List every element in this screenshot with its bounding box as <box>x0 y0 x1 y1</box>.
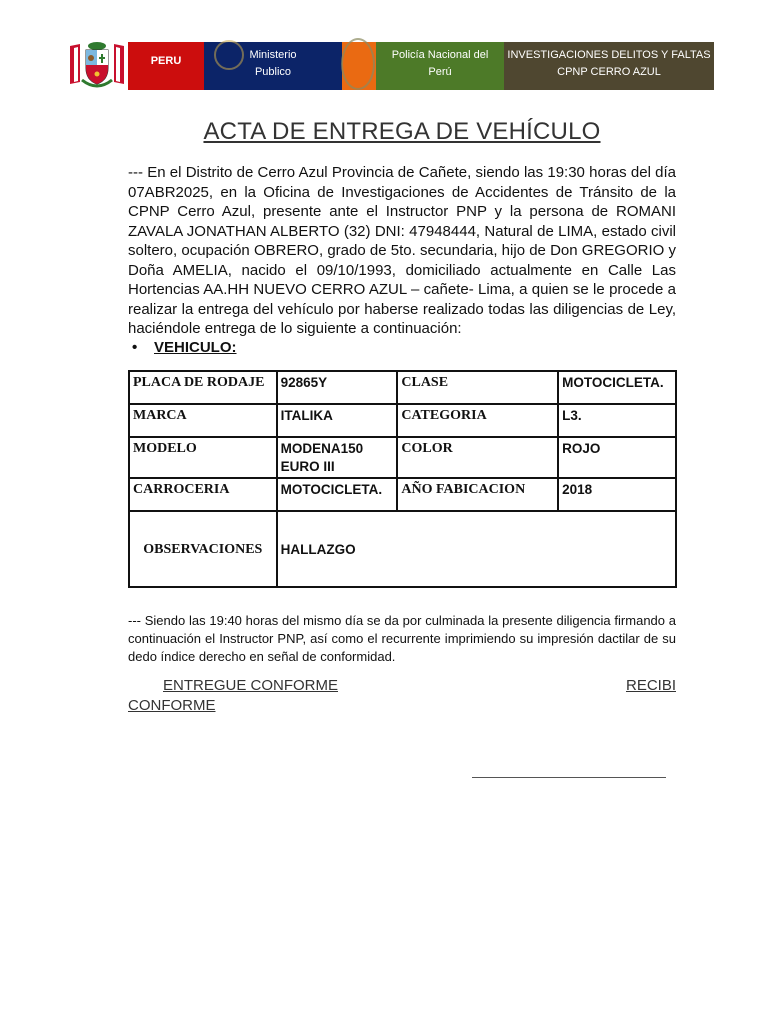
observaciones-value: HALLAZGO <box>277 511 398 587</box>
vehicle-bullet <box>132 339 237 356</box>
anio-label: AÑO FABICACION <box>397 478 558 511</box>
document-title: ACTA DE ENTREGA DE VEHÍCULO <box>203 118 601 145</box>
header-banner <box>66 38 714 92</box>
carroceria-value: MOTOCICLETA. <box>277 478 398 511</box>
observaciones-blank <box>397 511 676 587</box>
vehicle-bullet-label: VEHICULO: <box>154 339 237 356</box>
anio-value: 2018 <box>558 478 676 511</box>
investigaciones-segment <box>504 42 714 90</box>
policia-label-line2: Perú <box>428 66 452 78</box>
pnp-emblem-icon <box>341 38 375 90</box>
categoria-label: CATEGORIA <box>397 404 558 437</box>
ministerio-label-line2: Publico <box>254 66 292 78</box>
bullet-icon: • <box>132 339 138 356</box>
intro-paragraph: --- En el Distrito de Cerro Azul Provincia de Cañete, siendo las 19:30 horas del día 07ABR2025, en la Oficina de Investigaciones de Accidentes de Tránsito de la CPNP Cerro Azul, presente ante el Instructor PNP y la persona de ROMANI ZAVALA JONATHAN ALBERTO (32) DNI: 47948444, Natural de LIMA, estado civil soltero, ocupación OBRERO, grado de 5to. secundaria, hijo de Don GREGORIO y Doña AMELIA, nacido el 09/10/1993, domiciliado actualmente en Calle Las Hortencias AA.HH NUEVO CERRO AZUL – cañete- Lima, a quien se le procede a realizar la entrega del vehículo por haberse realizado todas las diligencias de Ley, haciéndole entrega de lo siguiente a continuación: <box>128 164 676 337</box>
vehicle-table <box>128 370 677 588</box>
ministerio-label-line1: Ministerio <box>249 49 297 61</box>
policia-segment <box>376 42 504 90</box>
peru-label: PERU <box>150 55 182 67</box>
peru-segment <box>128 42 204 90</box>
placa-label: PLACA DE RODAJE <box>129 371 277 404</box>
peru-coat-of-arms-icon <box>66 38 128 92</box>
table-row <box>129 478 676 511</box>
sign-conforme-label: CONFORME <box>128 697 216 714</box>
investigaciones-label-line2: CPNP CERRO AZUL <box>557 66 661 78</box>
table-row <box>129 404 676 437</box>
clase-label: CLASE <box>397 371 558 404</box>
marca-label: MARCA <box>129 404 277 437</box>
signature-line <box>472 777 666 778</box>
table-row <box>129 511 676 587</box>
color-value: ROJO <box>558 437 676 478</box>
investigaciones-label-line1: INVESTIGACIONES DELITOS Y FALTAS <box>507 49 711 61</box>
modelo-label: MODELO <box>129 437 277 478</box>
carroceria-label: CARROCERIA <box>129 478 277 511</box>
policia-label-line1: Policía Nacional del <box>391 49 489 61</box>
clase-value: MOTOCICLETA. <box>558 371 676 404</box>
ministerio-emblem-icon <box>214 40 244 70</box>
placa-value: 92865Y <box>277 371 398 404</box>
categoria-value: L3. <box>558 404 676 437</box>
closing-paragraph: --- Siendo las 19:40 horas del mismo día se da por culminada la presente diligencia firmando a continuación el Instructor PNP, así como el recurrente imprimiendo su impresión dactilar de su dedo índice derecho en señal de conformidad. <box>128 613 676 664</box>
table-row <box>129 437 676 478</box>
marca-value: ITALIKA <box>277 404 398 437</box>
table-row <box>129 371 676 404</box>
sign-recibi-label: RECIBI <box>625 677 676 694</box>
sign-entregue-label: ENTREGUE CONFORME <box>163 677 339 694</box>
color-label: COLOR <box>397 437 558 478</box>
observaciones-label: OBSERVACIONES <box>129 511 277 587</box>
modelo-value: MODENA150 EURO III <box>277 437 398 478</box>
